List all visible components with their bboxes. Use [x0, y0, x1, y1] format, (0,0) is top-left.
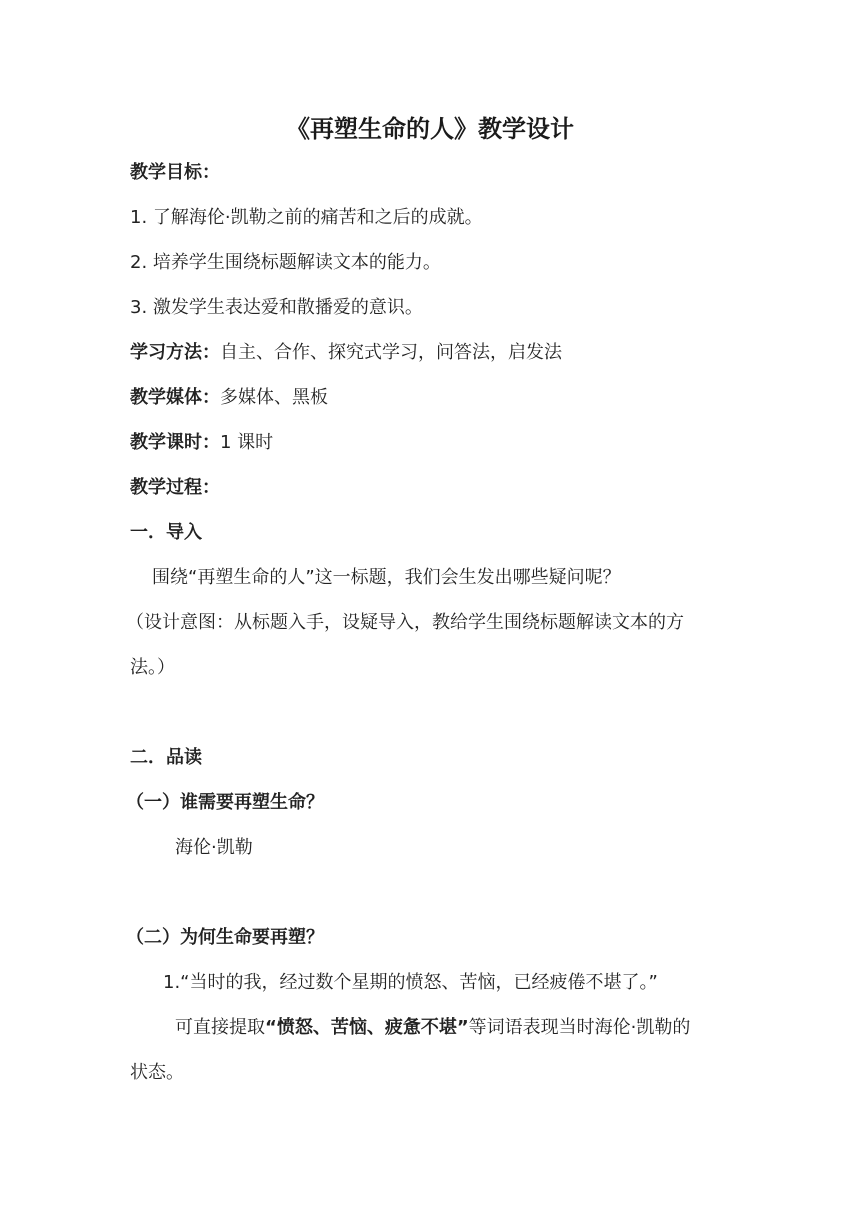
media-label: 教学媒体： [130, 387, 220, 408]
subsection1-heading: （一）谁需要再塑生命？ [126, 792, 324, 813]
analysis-pre: 可直接提取 [175, 1017, 265, 1038]
section1-question: 围绕“再塑生命的人”这一标题，我们会生发出哪些疑问呢？ [152, 567, 621, 588]
objective-item: 2. 培养学生围绕标题解读文本的能力。 [130, 252, 441, 273]
objectives-label: 教学目标： [130, 162, 220, 183]
quote-item: 1.“当时的我，经过数个星期的愤怒、苦恼，已经疲倦不堪了。” [163, 972, 658, 993]
process-label: 教学过程： [130, 477, 220, 498]
objective-item: 3. 激发学生表达爱和散播爱的意识。 [130, 297, 423, 318]
design-intent-note-cont: 法。） [130, 657, 175, 678]
subsection2-heading: （二）为何生命要再塑？ [126, 927, 324, 948]
section1-heading: 一．导入 [130, 522, 202, 543]
hours-value: 1 课时 [220, 432, 274, 453]
subsection1-answer: 海伦·凯勒 [175, 837, 253, 858]
analysis-line [175, 1015, 690, 1041]
analysis-post: 等词语表现当时海伦·凯勒的 [468, 1017, 691, 1038]
analysis-keywords: “愤怒、苦恼、疲惫不堪” [265, 1017, 469, 1038]
media-value: 多媒体、黑板 [220, 387, 328, 408]
document-title: 《再塑生命的人》教学设计 [286, 115, 574, 143]
design-intent-note: （设计意图：从标题入手，设疑导入，教给学生围绕标题解读文本的方 [126, 612, 684, 633]
section2-heading: 二．品读 [130, 747, 202, 768]
hours-row [130, 430, 273, 456]
method-label: 学习方法： [130, 342, 220, 363]
method-value: 自主、合作、探究式学习，问答法，启发法 [220, 342, 562, 363]
hours-label: 教学课时： [130, 432, 220, 453]
analysis-line-cont: 状态。 [130, 1062, 184, 1083]
media-row [130, 385, 328, 411]
method-row [130, 340, 562, 366]
objective-item: 1. 了解海伦·凯勒之前的痛苦和之后的成就。 [130, 207, 483, 228]
